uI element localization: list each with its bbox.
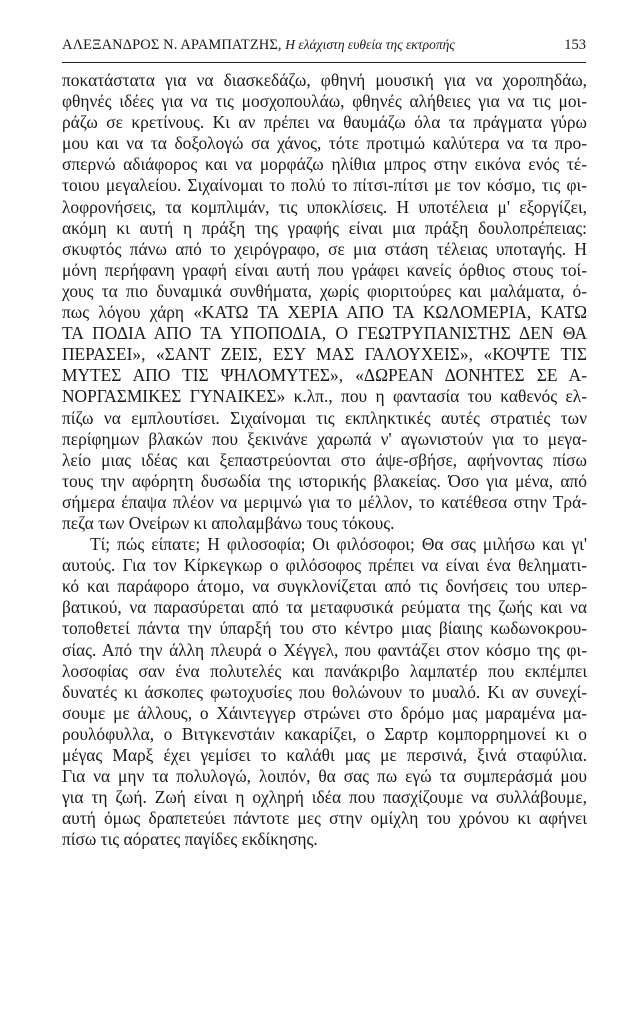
text-line: περίφημων βλακών που ξεκινάνε χαρωπά ν' αγωνιστούν για το μεγα- [62, 428, 587, 449]
body-text [62, 70, 587, 850]
header-left [62, 36, 455, 54]
text-line: λείο μιας ιδέας και ξεπαστρεύονται στο άψε-σβήσε, αφήνοντας πίσω [62, 449, 587, 470]
text-line: ΠΕΡΑΣΕΙ», «ΣΑΝΤ ΖΕΙΣ, ΕΣΥ ΜΑΣ ΓΑΛΟΥΧΕΙΣ», «ΚΟΨΤΕ ΤΙΣ [62, 344, 587, 365]
text-line: ΤΑ ΠΟΔΙΑ ΑΠΟ ΤΑ ΥΠΟΠΟΔΙΑ, Ο ΓΕΩΤΡΥΠΑΝΙΣΤΗΣ ΔΕΝ ΘΑ [62, 323, 587, 344]
running-header [62, 36, 586, 54]
text-line: τοποθετεί πάντα την ύπαρξή του στο κέντρο μιας βίαιης κωδωνοκρου- [62, 618, 587, 639]
text-line: μου και να τα δοξολογώ σα χάνος, τότε προτιμώ καλύτερα να τα προ- [62, 133, 587, 154]
text-line: πίσω τις αόρατες παγίδες εκδίκησης. [62, 829, 318, 850]
text-line: ακόμη κι αυτή η πράξη της γραφής είναι μια πράξη δουλοπρέπειας: [62, 217, 587, 238]
text-line: σπερνώ αδιάφορος και να μορφάζω ηλίθια μπρος στην εικόνα ενός τέ- [62, 154, 587, 175]
text-line: δυνατές κι άσκοπες φωτοχυσίες που θολώνουν το μυαλό. Κι αν συνεχί- [62, 681, 587, 702]
paragraph [62, 534, 587, 850]
text-line: φθηνές ιδέες για να τις μοσχοπουλάω, φθηνές αλήθειες για να τις μοι- [62, 91, 587, 112]
author-name: ΑΛΕΞΑΝΔΡΟΣ Ν. ΑΡΑΜΠΑΤΖΗΣ, [62, 37, 282, 53]
text-line: χους τα πιο δυναμικά συνθήματα, χωρίς φιοριτούρες και μαλάματα, ό- [62, 280, 587, 301]
text-line: για τη ζωή. Ζωή είναι η οχληρή ιδέα που πασχίζουμε να συλλάβουμε, [62, 787, 587, 808]
text-line: ρουλόφυλλα, ο Βιτγκενστάιν κακαρίζει, ο Σαρτρ κομπορρημονεί κι ο [62, 723, 587, 744]
text-line: σήμερα έπαψα πλέον να μεριμνώ για το μέλλον, το κατέθεσα στην Τρά- [62, 491, 587, 512]
text-line: βατικού, να παρασύρεται από τα μεταφυσικά ρεύματα της ζωής και να [62, 597, 587, 618]
paragraph [62, 70, 587, 534]
text-line: τοιου μεγαλείου. Σιχαίνομαι το πολύ το πίτσι-πίτσι με τον κόσμο, τις φι- [62, 175, 587, 196]
book-title: Η ελάχιστη ευθεία της εκτροπής [285, 37, 455, 52]
text-line: πως λόγου χάρη «ΚΑΤΩ ΤΑ ΧΕΡΙΑ ΑΠΟ ΤΑ ΚΩΛΟΜΕΡΙΑ, ΚΑΤΩ [62, 302, 587, 323]
header-rule [62, 62, 586, 63]
text-line: σίας. Από την άλλη πλευρά ο Χέγγελ, που φαντάζει στον κόσμο της φι- [62, 639, 587, 660]
text-line: αυτή όμως δραπετεύει πάντοτε μες στην ομίχλη του χρόνου κι αφήνει [62, 808, 587, 829]
page-number: 153 [564, 37, 586, 53]
text-line: τους την αφόρητη δυσωδία της ιστορικής βλακείας. Όσο για μένα, από [62, 470, 587, 491]
text-line: ΜΥΤΕΣ ΑΠΟ ΤΙΣ ΨΗΛΟΜΥΤΕΣ», «ΔΩΡΕΑΝ ΔΟΝΗΤΕΣ ΣΕ Α- [62, 365, 587, 386]
text-line: κό και παράφορο άτομο, να συγκλονίζεται από τις δονήσεις του υπερ- [62, 576, 587, 597]
text-line: ποκατάστατα για να διασκεδάζω, φθηνή μουσική για να χοροπηδάω, [62, 70, 587, 90]
text-line: Τί; πώς είπατε; Η φιλοσοφία; Οι φιλόσοφοι; Θα σας μιλήσω και γι' [90, 534, 587, 555]
text-line: Για να μην τα πολυλογώ, λοιπόν, θα σας πω εγώ τα συμπεράσμά μου [62, 766, 587, 787]
text-line: μέγας Μαρξ έχει γεμίσει το καλάθι μας με περσινά, ξινά σταφύλια. [62, 745, 587, 765]
text-line: σουμε με άλλους, ο Χάιντεγγερ στρώνει στο δρόμο μας μαραμένα μα- [62, 702, 587, 723]
text-line: ΝΟΡΓΑΣΜΙΚΕΣ ΓΥΝΑΙΚΕΣ» κ.λπ., που η φαντασία του καθενός ελ- [62, 386, 587, 407]
text-line: πίζω να εμπλουτίσει. Σιχαίνομαι τις εκπληκτικές αυτές στρατιές των [62, 407, 587, 428]
text-line: σκυφτός πάνω από το χειρόγραφο, σε μια στάση τέλειας υποταγής. Η [62, 238, 587, 259]
text-line: ράζω σε κρετίνους. Κι αν πρέπει να θαυμάζω όλα τα πράγματα γύρω [62, 112, 587, 133]
text-line: λοφρονήσεις, τα κομπλιμάν, τις υποκλίσεις. Η υποτέλεια μ' εξοργίζει, [62, 196, 587, 217]
text-line: πεζα των Ονείρων κι απολαμβάνω τους τόκους. [62, 512, 395, 533]
text-line: μόνη περήφανη γραφή είναι αυτή που γράφει κανείς όρθιος στους τοί- [62, 259, 587, 280]
text-line: λοσοφίας σαν ένα πολυτελές και πανάκριβο λαμπατέρ που εκπέμπει [62, 660, 587, 681]
text-line: αυτούς. Για τον Κίρκεγκωρ ο φιλόσοφος πρέπει να είναι ένα θεληματι- [62, 555, 587, 576]
